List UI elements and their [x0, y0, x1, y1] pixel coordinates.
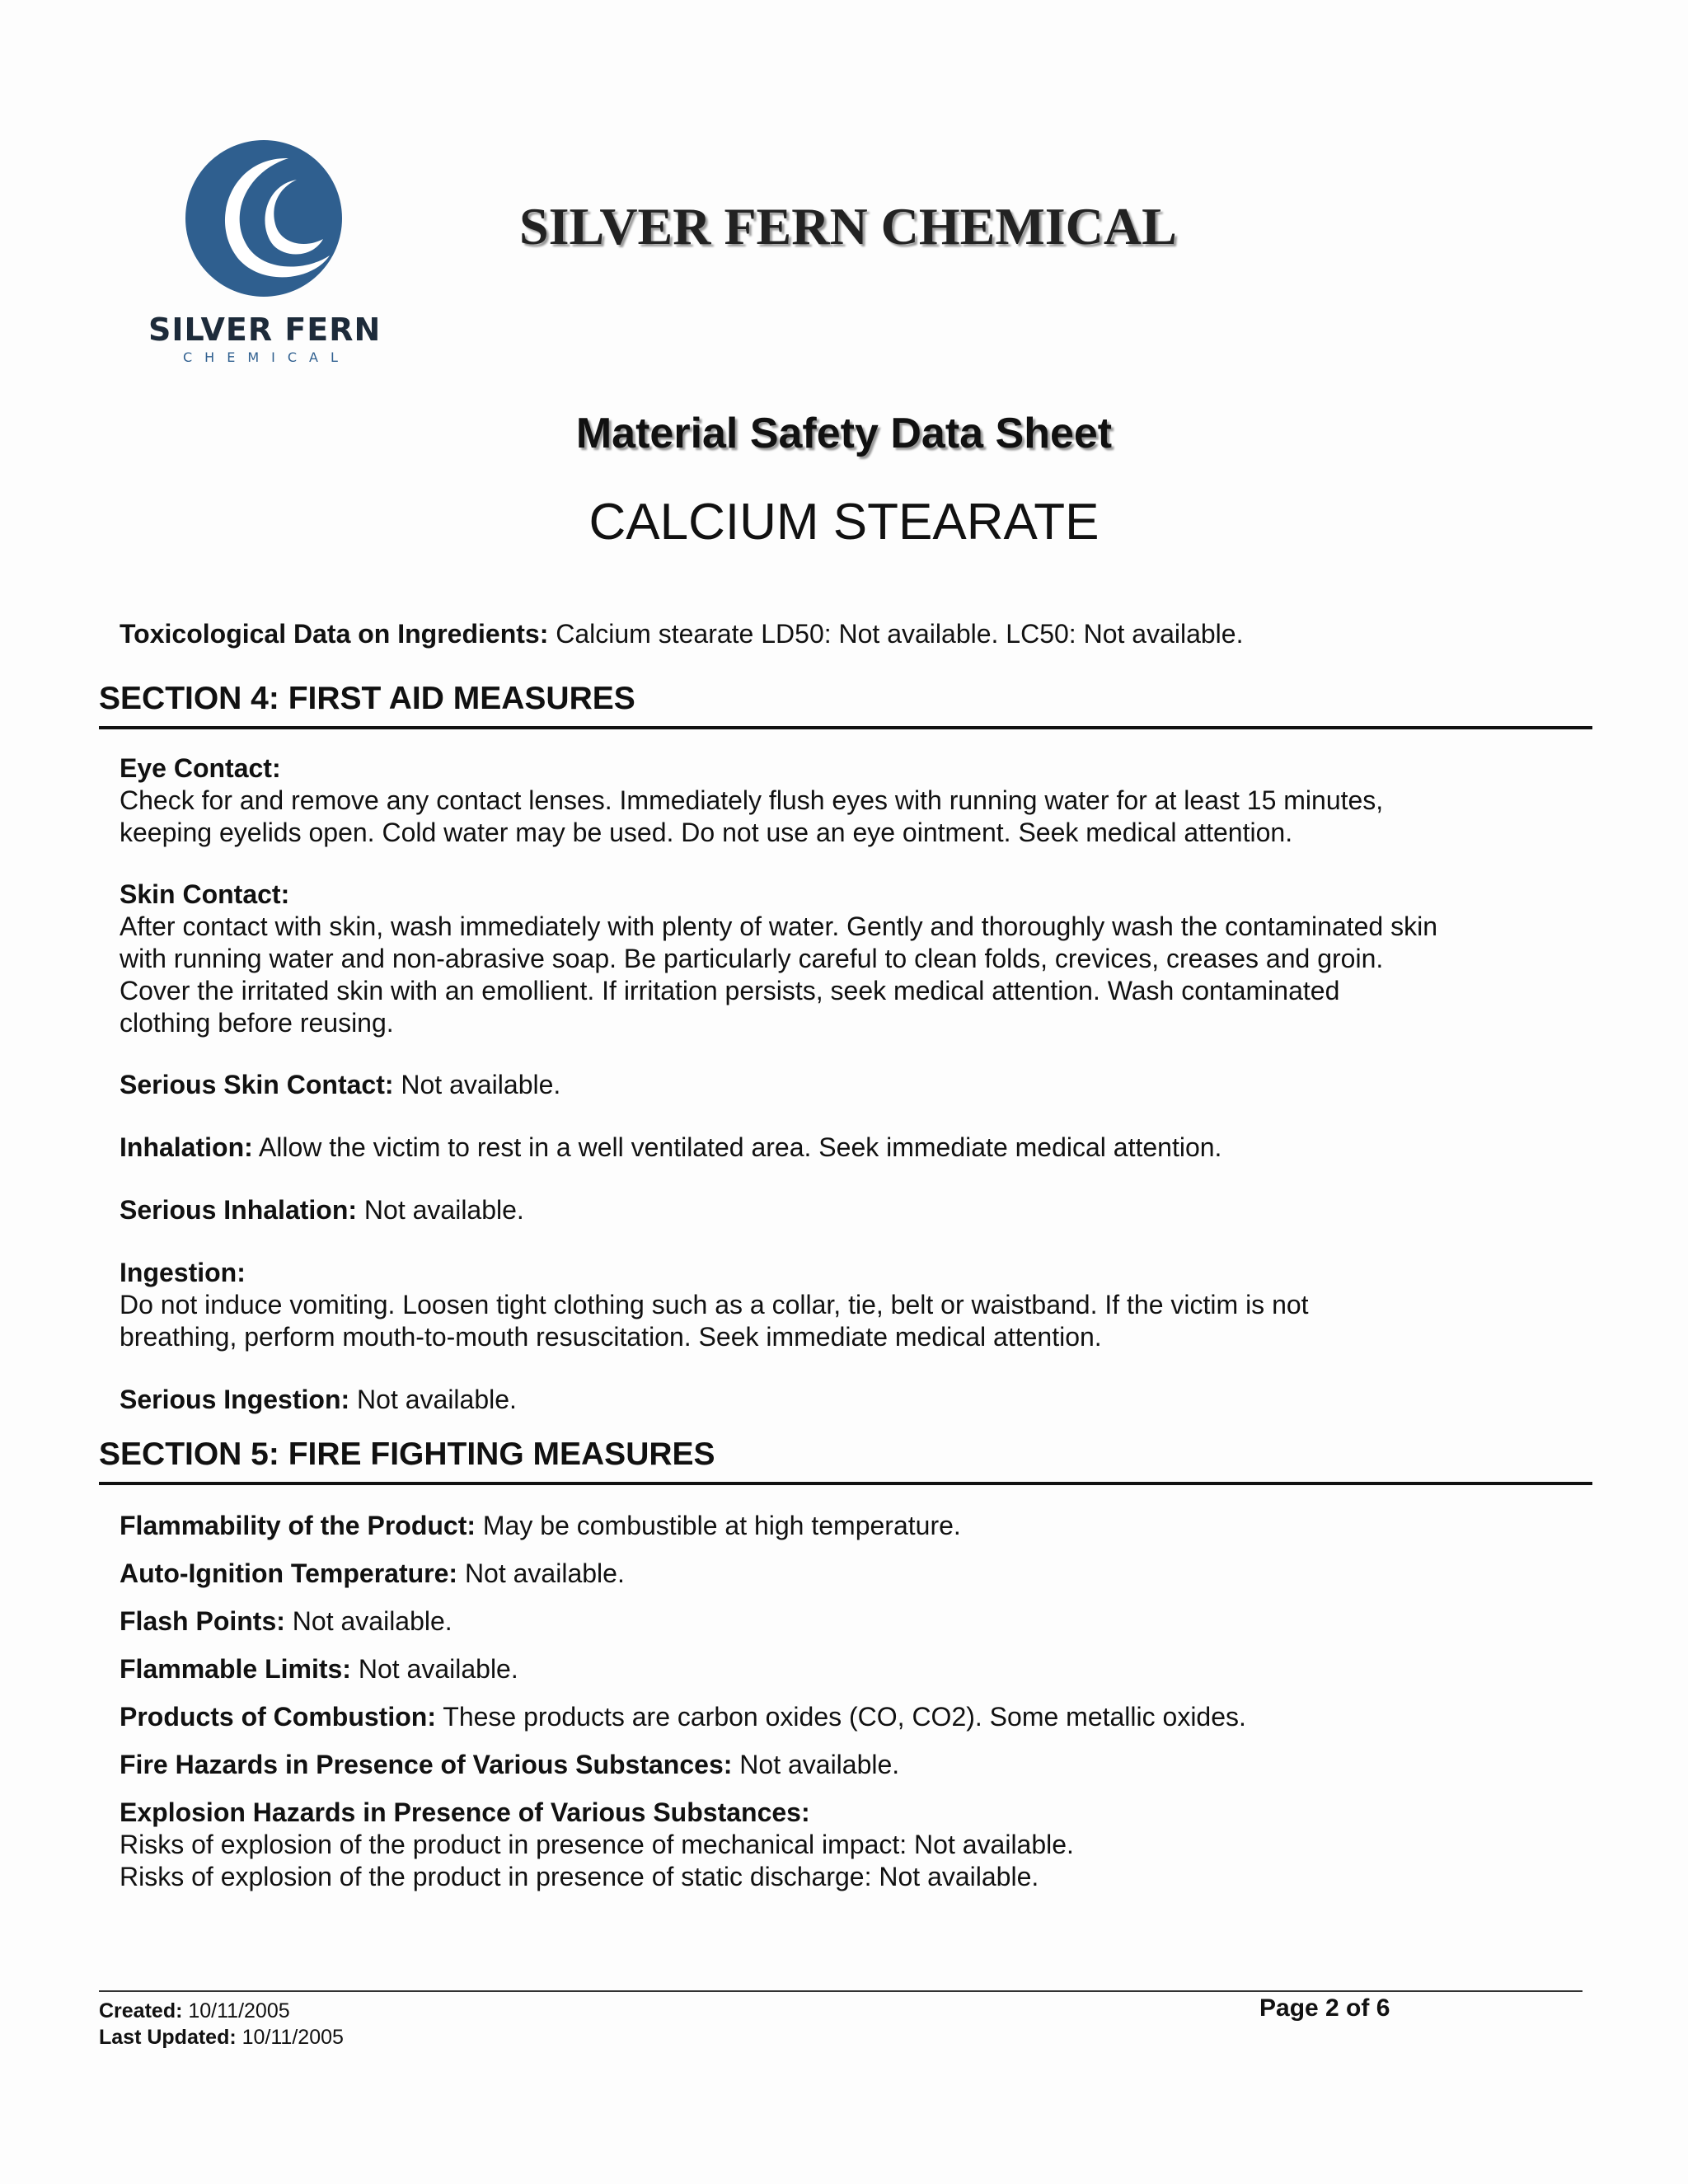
field-value: Not available.: [457, 1558, 625, 1588]
toxicological-data: [120, 618, 1592, 650]
flash-points: [120, 1605, 1592, 1638]
text-line: breathing, perform mouth-to-mouth resuscitation. Seek immediate medical attention.: [120, 1322, 1102, 1352]
fern-crescent-icon: [181, 140, 346, 297]
logo-subtitle: CHEMICAL: [183, 349, 350, 365]
text-line: After contact with skin, wash immediately with plenty of water. Gently and thoroughly wash the contaminated skin: [120, 912, 1438, 941]
eye-contact: [120, 752, 1592, 849]
field-label: Last Updated:: [99, 2026, 237, 2049]
field-label: Flammable Limits:: [120, 1654, 351, 1684]
text-line: clothing before reusing.: [120, 1008, 394, 1038]
text-line: Do not induce vomiting. Loosen tight clothing such as a collar, tie, belt or waistband. If the victim is not: [120, 1290, 1309, 1319]
field-label: Ingestion:: [120, 1258, 246, 1287]
inhalation: [120, 1132, 1592, 1164]
section-5-heading: SECTION 5: FIRE FIGHTING MEASURES: [99, 1436, 1592, 1485]
field-label: Fire Hazards in Presence of Various Substances:: [120, 1750, 733, 1779]
text-line: with running water and non-abrasive soap. Be particularly careful to clean folds, crevices, creases and groin.: [120, 944, 1384, 973]
company-name: SILVER FERN CHEMICAL: [519, 197, 1177, 255]
skin-contact: [120, 879, 1592, 1039]
field-label: Serious Ingestion:: [120, 1385, 350, 1414]
field-label: Auto-Ignition Temperature:: [120, 1558, 458, 1588]
explosion-hazards: [120, 1797, 1592, 1893]
field-label: Flammability of the Product:: [120, 1511, 476, 1540]
field-label: Products of Combustion:: [120, 1702, 436, 1732]
footer-dates: [99, 1998, 344, 2050]
flammability: [120, 1510, 1592, 1542]
serious-ingestion: [120, 1384, 1592, 1416]
field-value: Not available.: [349, 1385, 517, 1414]
field-label: Inhalation:: [120, 1132, 253, 1162]
text-line: Cover the irritated skin with an emollient. If irritation persists, seek medical attention. Wash contaminated: [120, 976, 1340, 1005]
field-label: Serious Skin Contact:: [120, 1070, 394, 1099]
text-line: Risks of explosion of the product in presence of static discharge: Not available.: [120, 1862, 1039, 1891]
company-logo: [148, 140, 396, 365]
field-value: Not available.: [350, 1654, 518, 1684]
text-line: keeping eyelids open. Cold water may be used. Do not use an eye ointment. Seek medical attention.: [120, 818, 1293, 847]
field-value: Not available.: [357, 1195, 524, 1225]
document-body: [99, 618, 1592, 1893]
field-label: Eye Contact:: [120, 753, 281, 783]
field-value: Allow the victim to rest in a well ventilated area. Seek immediate medical attention.: [252, 1132, 1222, 1162]
text-line: Risks of explosion of the product in presence of mechanical impact: Not available.: [120, 1830, 1074, 1859]
last-updated-date: [99, 2024, 344, 2050]
text-line: Check for and remove any contact lenses. Immediately flush eyes with running water for at least 15 minutes,: [120, 785, 1384, 815]
serious-inhalation: [120, 1194, 1592, 1226]
footer-divider: [99, 1990, 1582, 1992]
products-of-combustion: [120, 1701, 1592, 1733]
field-value: Not available.: [284, 1606, 452, 1636]
auto-ignition-temperature: [120, 1558, 1592, 1590]
ingestion: [120, 1257, 1592, 1353]
field-value: These products are carbon oxides (CO, CO2). Some metallic oxides.: [435, 1702, 1246, 1732]
page-number: Page 2 of 6: [1259, 1994, 1390, 2022]
created-date: [99, 1998, 344, 2024]
field-label: Created:: [99, 1999, 183, 2022]
serious-skin-contact: [120, 1069, 1592, 1101]
field-value: 10/11/2005: [182, 1999, 290, 2022]
field-value: 10/11/2005: [236, 2026, 344, 2049]
fire-hazards: [120, 1749, 1592, 1781]
logo-wordmark: SILVER FERN: [148, 312, 382, 348]
section-4-heading: SECTION 4: FIRST AID MEASURES: [99, 680, 1592, 729]
field-value: Calcium stearate LD50: Not available. LC50: Not available.: [548, 619, 1244, 649]
field-value: May be combustible at high temperature.: [476, 1511, 961, 1540]
product-name: CALCIUM STEARATE: [588, 494, 1100, 551]
field-label: Skin Contact:: [120, 879, 290, 909]
field-label: Flash Points:: [120, 1606, 285, 1636]
document-title: Material Safety Data Sheet: [575, 410, 1113, 457]
field-label: Serious Inhalation:: [120, 1195, 358, 1225]
flammable-limits: [120, 1653, 1592, 1685]
field-value: Not available.: [732, 1750, 900, 1779]
field-label: Toxicological Data on Ingredients:: [120, 619, 549, 649]
field-value: Not available.: [393, 1070, 561, 1099]
field-label: Explosion Hazards in Presence of Various Substances:: [120, 1797, 810, 1827]
